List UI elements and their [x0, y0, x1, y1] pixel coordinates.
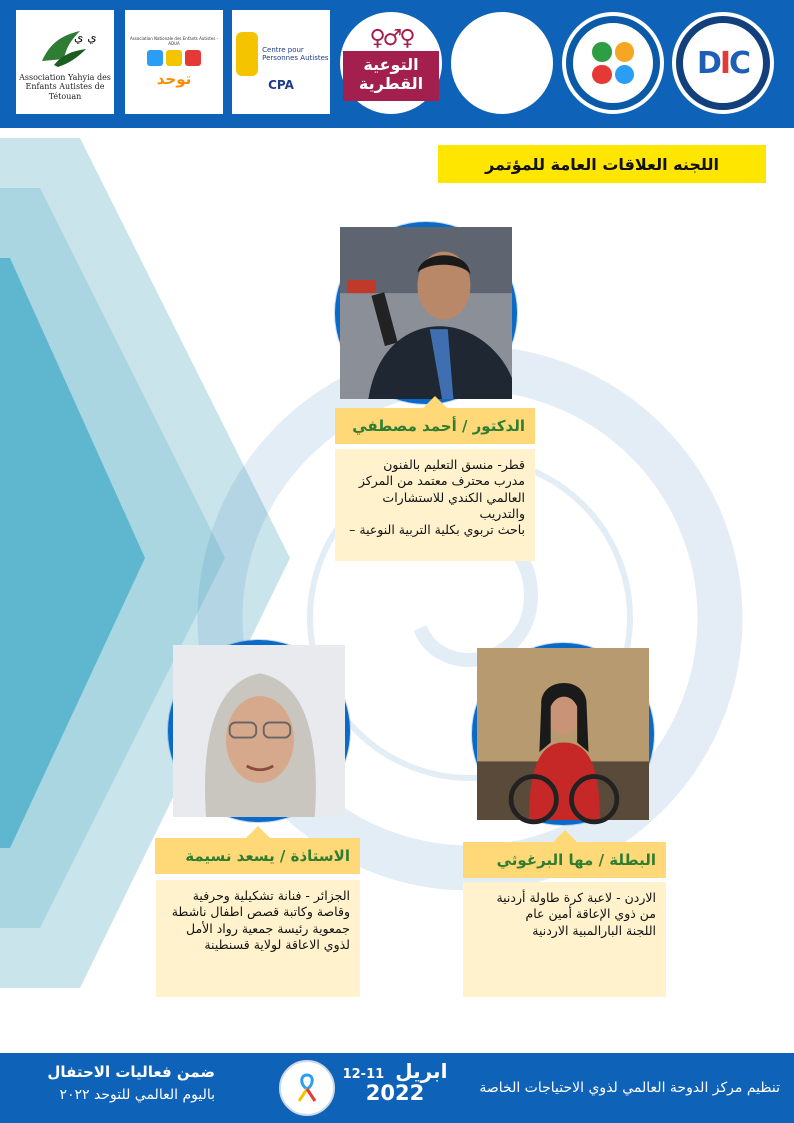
- association-yahyia-logo: [16, 10, 114, 114]
- bio-line: العالمي الكندي للاستشارات: [382, 489, 525, 505]
- bio-line: من ذوي الإعاقة أمين عام: [525, 906, 656, 922]
- bio-line: اللجنة البارالمبية الاردنية: [532, 922, 656, 938]
- footer-left: [20, 1063, 215, 1103]
- member-name: الدكتور / أحمد مصطفي: [352, 417, 525, 435]
- page-title-bar: [438, 145, 766, 183]
- ribbon-icon: [294, 1073, 320, 1103]
- footer-banner: [0, 1053, 794, 1123]
- member-photo-nassima: [168, 640, 350, 822]
- event-date: [340, 1059, 450, 1105]
- bio-line: مدرب محترف معتمد من المركز: [358, 473, 525, 489]
- people-icon: ♀♂♀: [369, 25, 413, 51]
- event-days: 11-12: [342, 1067, 385, 1082]
- organizer-text: تنظيم مركز الدوحة العالمي لذوي الاحتياجات الخاصة: [479, 1080, 780, 1096]
- puzzle-icon: [236, 32, 258, 76]
- member-bio: [335, 449, 535, 561]
- dove-icon: [36, 21, 97, 71]
- member-bio: [156, 880, 360, 997]
- association-yahyia-text: Association Yahyia des Enfants Autistes de Tétouan: [19, 73, 111, 101]
- bio-line: والتدريب: [479, 505, 525, 521]
- event-year: 2022: [365, 1081, 425, 1105]
- ansar-logo: [562, 12, 664, 114]
- autism-ribbon-badge: [279, 1060, 335, 1116]
- bio-line: باحث تربوي بكلية التربية النوعية –: [349, 522, 525, 537]
- puzzle-pieces-icon: [147, 50, 201, 66]
- member-name: الاستاذة / يسعد نسيمة: [185, 847, 350, 865]
- member-name-tag: [463, 842, 666, 878]
- tawiya-text: التوعية القطرية: [343, 51, 439, 101]
- bio-line: الاردن - لاعبة كرة طاولة أردنية: [496, 890, 656, 905]
- footer-left-line1: ضمن فعاليات الاحتفال: [47, 1063, 215, 1081]
- header-banner: [0, 0, 794, 128]
- event-month: ابريل: [395, 1059, 448, 1083]
- cpa-short: CPA: [268, 78, 294, 92]
- member-name-tag: [155, 838, 360, 874]
- bio-line: الجزائر - فنانة تشكيلية وحرفية: [192, 888, 350, 903]
- bio-line: قطر- منسق التعليم بالفنون: [383, 457, 525, 472]
- disability-symbols-icon: [586, 36, 640, 90]
- dic-logo: [672, 12, 774, 114]
- footer-left-line2: باليوم العالمي للتوحد ٢٠٢٢: [59, 1087, 215, 1103]
- dic-letters: DIC: [696, 45, 750, 81]
- svg-text:ي ي: ي ي: [74, 30, 97, 45]
- member-name: البطلة / مها البرغوثي: [496, 851, 656, 869]
- member-photo-ahmed: [335, 222, 517, 404]
- bio-line: لذوي الاعاقة لولاية قسنطينة: [204, 936, 350, 952]
- member-photo-maha: [472, 643, 654, 825]
- tawiya-logo: [340, 12, 442, 114]
- bevol-b-icon: B: [487, 34, 517, 64]
- member-bio: [463, 882, 666, 997]
- adua-small-text: Association Nationale des Enfants Autistes - ADUA: [129, 36, 219, 46]
- bio-line: جمعوية رئيسة جمعية رواد الأمل: [186, 920, 350, 936]
- cpa-names: Centre pour Personnes Autistes: [262, 45, 329, 62]
- bevol-text: BEVOL: [458, 67, 546, 93]
- page-title: اللجنه العلاقات العامة للمؤتمر: [485, 154, 719, 174]
- cpa-logo: [232, 10, 330, 114]
- bevol-logo: [451, 12, 553, 114]
- adua-arabic-text: توحد: [156, 70, 192, 88]
- adua-logo: [125, 10, 223, 114]
- member-name-tag: [335, 408, 535, 444]
- bio-line: وقاصة وكاتبة قصص اطفال ناشطة: [171, 904, 350, 920]
